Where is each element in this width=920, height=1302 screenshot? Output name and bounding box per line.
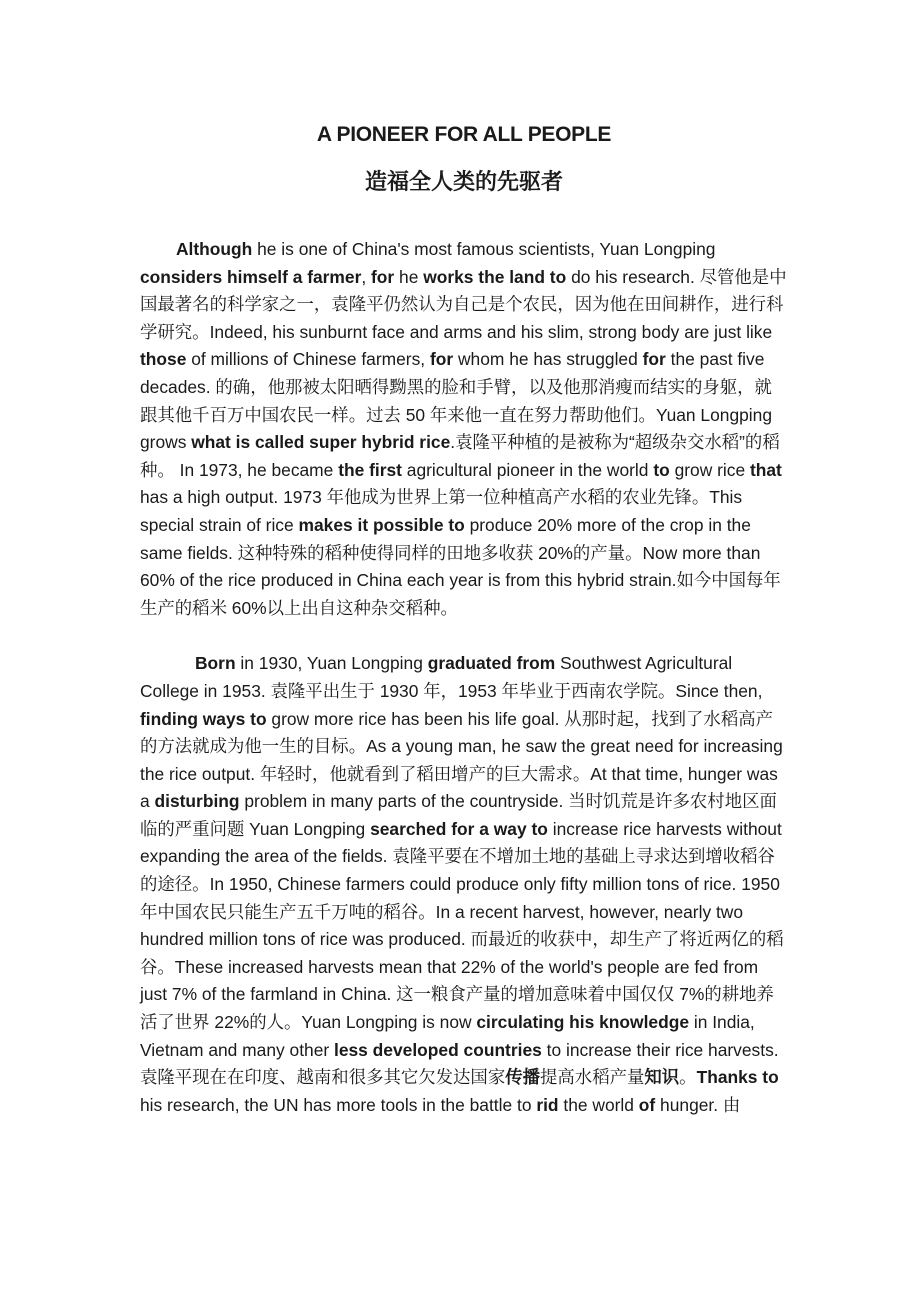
text-segment: Although	[176, 239, 253, 259]
text-segment: 传播	[505, 1067, 541, 1088]
text-segment: of	[638, 1094, 656, 1115]
text-segment: Southwest Agricultural College in 1953. 袁隆平出生于 1930 年，1953 年毕业于西南农学院。Since then,	[140, 653, 763, 701]
text-segment: the world	[558, 1094, 639, 1115]
text-segment: considers himself a farmer	[140, 266, 362, 287]
text-segment: those	[140, 349, 187, 370]
text-segment: hunger. 由	[655, 1094, 741, 1115]
text-segment: in India, Vietnam and many other	[140, 1012, 755, 1060]
text-segment: he is one of China's most famous scientists, Yuan Longping	[252, 239, 716, 259]
text-segment: do his research. 尽管他是中国最著名的科学家之一，袁隆平仍然认为自己是个农民，因为他在田间耕作，进行科学研究。Indeed, his sunburnt face and arms and his slim, strong body are just like	[140, 266, 787, 342]
paragraph-1	[140, 236, 788, 622]
text-segment: finding ways to	[140, 708, 267, 729]
text-segment: his research, the UN has more tools in the battle to	[140, 1094, 537, 1115]
text-segment: ,	[361, 266, 372, 287]
title-english: A PIONEER FOR ALL PEOPLE	[316, 123, 612, 146]
text-segment: problem in many parts of the countryside. 当时饥荒是许多农村地区面临的严重问题 Yuan Longping	[140, 791, 777, 839]
text-segment: for	[371, 266, 395, 287]
text-segment: searched for a way to	[370, 818, 548, 839]
text-segment: increase rice harvests without expanding the area of the fields. 袁隆平要在不增加土地的基础上寻求达到增收稻谷的途径。In 1950, Chinese farmers could produce only fifty million tons of rice. 1950 年中国农民只能生产五千万吨的稻谷。In a recent harvest, however, nearly two hundred million tons of rice was produced. 而最近的收获中，却生产了将近两亿的稻谷。These increased harvests mean that 22% of the world's people are fed from just 7% of the farmland in China. 这一粮食产量的增加意味着中国仅仅 7%的耕地养活了世界 22%的人。Yuan Longping is now	[140, 818, 784, 1033]
text-segment: to increase their rice harvests. 袁隆平现在在印度、越南和很多其它欠发达国家	[140, 1039, 779, 1088]
text-segment: rid	[536, 1094, 559, 1115]
text-segment: Born	[195, 653, 236, 674]
text-segment: to	[653, 459, 670, 480]
text-segment: graduated from	[427, 653, 556, 674]
text-segment: agricultural pioneer in the world	[401, 459, 654, 480]
text-segment: works the land to	[423, 266, 567, 287]
title-chinese: 造福全人类的先驱者	[364, 170, 563, 195]
text-segment: disturbing	[154, 791, 240, 812]
text-segment: the past five decades. 的确，他那被太阳晒得黝黑的脸和手臂，以及他那消瘦而结实的身躯，就跟其他千百万中国农民一样。过去 50 年来他一直在努力帮助他们。Yuan Longping grows	[140, 349, 773, 453]
text-segment: makes it possible to	[298, 514, 465, 535]
text-segment: less developed countries	[334, 1039, 542, 1060]
text-segment: he	[394, 266, 424, 287]
text-segment: .袁隆平种植的是被称为“超级杂交水稻”的稻种。 In 1973, he became	[140, 432, 780, 480]
text-segment: grow rice	[669, 459, 750, 480]
text-segment: what is called super hybrid rice	[191, 432, 451, 453]
text-segment: produce 20% more of the crop in the same fields. 这种特殊的稻种使得同样的田地多收获 20%的产量。Now more than 60% of the rice produced in China each year is from this hybrid strain.如今中国每年生产的稻米 60%以上出自这种杂交稻种。	[140, 514, 781, 618]
text-segment: for	[429, 349, 454, 370]
text-segment: of millions of Chinese farmers,	[186, 349, 430, 370]
text-segment: 。	[679, 1067, 697, 1088]
text-segment: whom he has struggled	[453, 349, 643, 370]
text-segment: the first	[338, 459, 402, 480]
text-segment: grow more rice has been his life goal. 从那时起，找到了水稻高产的方法就成为他一生的目标。As a young man, he saw the great need for increasing the rice output. 年轻时，他就看到了稻田增产的巨大需求。At that time, hunger was a	[140, 708, 783, 812]
text-segment: that	[749, 459, 782, 480]
text-segment: for	[642, 349, 666, 370]
text-segment: 提高水稻产量	[540, 1067, 645, 1088]
text-segment: in 1930, Yuan Longping	[235, 653, 428, 674]
text-segment: has a high output. 1973 年他成为世界上第一位种植高产水稻的农业先锋。This special strain of rice	[140, 487, 743, 535]
paragraph-2	[140, 650, 788, 1119]
document-page	[140, 118, 788, 1119]
text-segment: 知识	[644, 1067, 680, 1088]
text-segment: circulating his knowledge	[476, 1012, 689, 1033]
text-segment: Thanks to	[696, 1067, 779, 1088]
